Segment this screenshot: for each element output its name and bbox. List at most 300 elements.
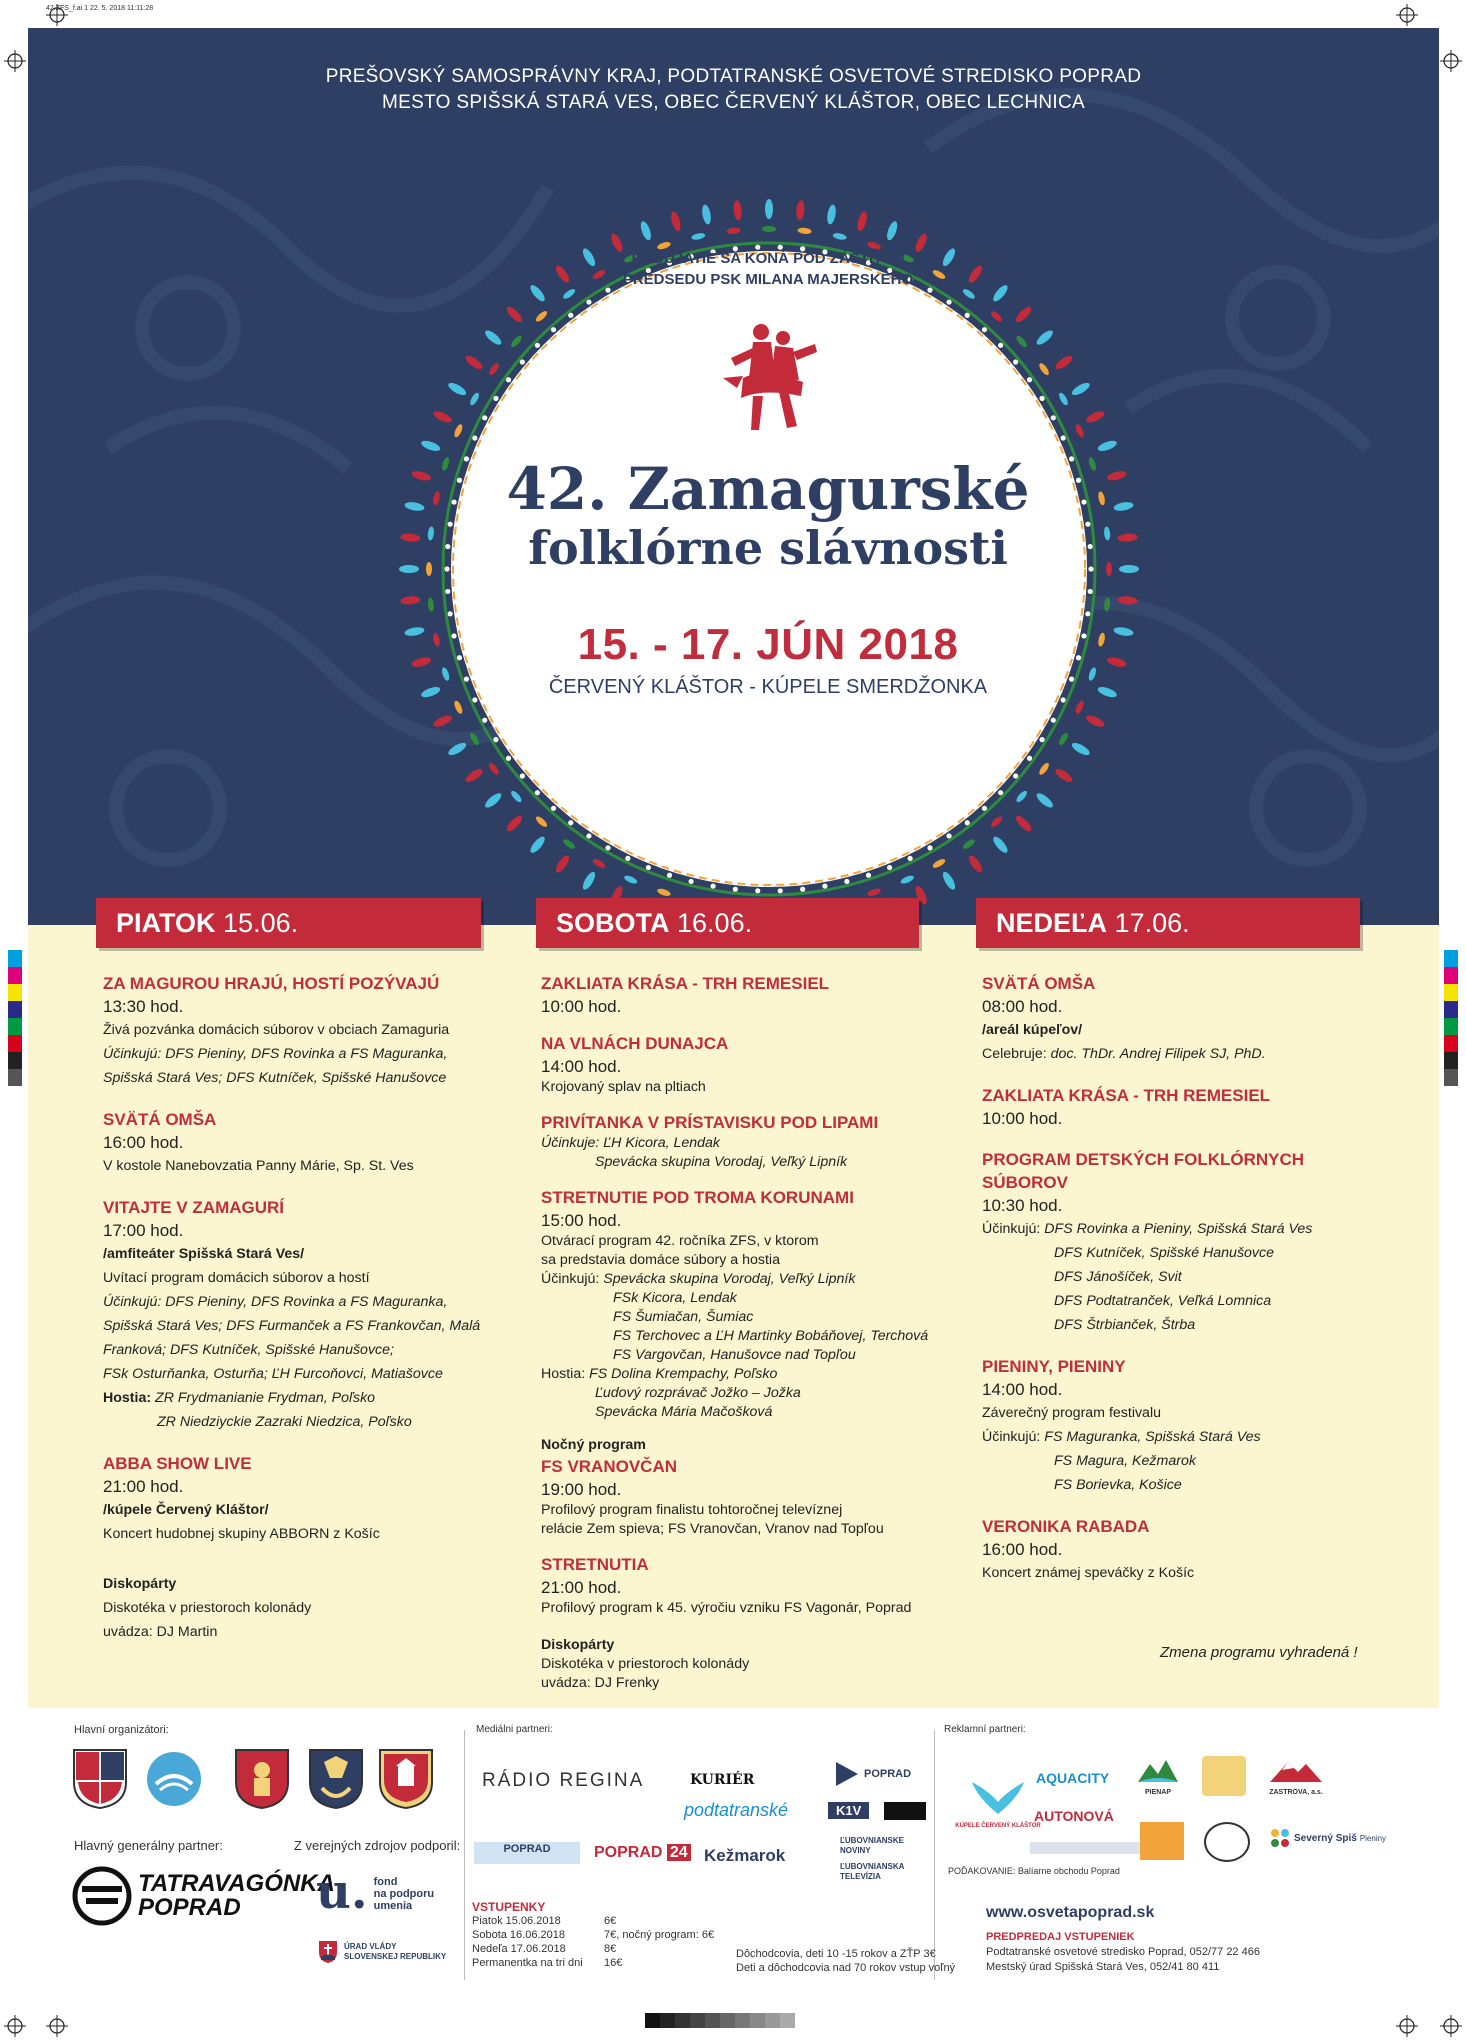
climbing-logo-icon <box>1202 1756 1246 1796</box>
festival-badge <box>458 248 1078 699</box>
event-title: ZA MAGUROU HRAJÚ, HOSTÍ POZÝVAJÚ <box>103 974 440 993</box>
organizers-line-1: PREŠOVSKÝ SAMOSPRÁVNY KRAJ, PODTATRANSKÉ OSVETOVÉ STREDISKO POPRAD <box>325 66 1142 87</box>
registration-mark-icon <box>4 50 26 72</box>
day-date: 17.06. <box>1114 908 1190 938</box>
color-bar-right <box>1444 950 1458 1086</box>
ornament-leaf <box>468 731 480 746</box>
day-name: PIATOK <box>116 908 216 938</box>
event <box>541 1436 901 1539</box>
lubovnianska-televizia-logo <box>840 1862 904 1882</box>
ornament-leaf <box>1106 562 1112 576</box>
event <box>982 972 1342 1066</box>
zastrova-logo <box>1268 1756 1324 1796</box>
ornament-dot <box>451 499 456 504</box>
ornament-leaf <box>1074 700 1085 715</box>
ornament-petal <box>411 469 432 482</box>
kezmarok-logo: Kežmarok <box>704 1846 786 1865</box>
ornament-dot <box>448 522 453 527</box>
day-name: NEDEĽA <box>996 908 1108 938</box>
ornament-petal <box>400 596 421 606</box>
severny-spis-name: Severný Spiš <box>1294 1832 1357 1844</box>
discount-line: Dôchodcovia, deti 10 -15 rokov a ZŤP 3€ <box>736 1948 936 1960</box>
ornament-leaf <box>427 526 434 541</box>
event-time: 10:00 hod. <box>982 1109 1063 1128</box>
ornament-petal <box>432 409 454 425</box>
event-text: Spevácka Mária Mačošková <box>595 1404 773 1420</box>
ornament-petal <box>1053 766 1074 784</box>
ornament-leaf <box>726 227 741 234</box>
ornament-petal <box>404 501 425 512</box>
pienap-mountain-icon <box>1136 1756 1180 1784</box>
event-title: NA VLNÁCH DUNAJCA <box>541 1034 729 1053</box>
ornament-leaf <box>797 227 812 234</box>
ornament-leaf <box>509 789 523 803</box>
ornament-dot <box>1081 499 1086 504</box>
ornament-dot <box>755 888 760 893</box>
ornament-leaf <box>1015 789 1029 803</box>
event-text: DFS Podtatranček, Veľká Lomnica <box>1054 1293 1272 1309</box>
ornament-dot <box>866 873 871 878</box>
event-title: Diskopárty <box>103 1576 177 1592</box>
presale-block <box>986 1930 1260 1975</box>
tickets-title: VSTUPENKY <box>472 1900 546 1914</box>
ornament-petal <box>1106 656 1127 669</box>
ornament-leaf <box>931 857 946 869</box>
ornament-petal <box>1117 533 1138 543</box>
event <box>982 1355 1342 1497</box>
performers-label: Účinkujú: <box>541 1271 604 1287</box>
event-text: Ľudový rozprávač Jožko – Jožka <box>595 1385 801 1401</box>
celebrant-name: doc. ThDr. Andrej Filipek SJ, PhD. <box>1050 1046 1266 1062</box>
event <box>103 1452 463 1546</box>
lubovnianske-line: ĽUBOVNIANSKE <box>840 1836 905 1845</box>
day-date: 16.06. <box>677 908 753 938</box>
ornament-petal <box>669 211 682 232</box>
guests-text: ZR Frydmanianie Frydman, Poľsko <box>151 1390 376 1406</box>
kupele-logo <box>950 1778 1046 1829</box>
event-text: Koncert hudobnej skupiny ABBORN z Košíc <box>103 1526 380 1542</box>
ornament-petal <box>1119 565 1139 573</box>
ornament-leaf <box>591 857 606 869</box>
ticket-day: Sobota 16.06.2018 <box>472 1929 565 1941</box>
event-text: uvádza: DJ Martin <box>103 1624 218 1640</box>
event <box>103 1572 463 1644</box>
event-text: Účinkujú: DFS Pieniny, DFS Rovinka a FS Maguranka, <box>103 1046 448 1062</box>
ornament-petal <box>639 220 653 242</box>
ornament-petal <box>1117 596 1138 606</box>
ornament-petal <box>1113 501 1134 512</box>
poprad-city-name: POPRAD <box>503 1843 551 1855</box>
event-text: Účinkuje: ĽH Kicora, Lendak <box>541 1135 721 1151</box>
ornament-dot <box>646 865 651 870</box>
event-text: relácie Zem spieva; FS Vranovčan, Vranov nad Topľou <box>541 1521 884 1537</box>
ornament-petal <box>447 741 468 758</box>
ornament-dot <box>444 566 449 571</box>
ornament-dot <box>844 879 849 884</box>
ornament-leaf <box>1103 597 1110 612</box>
event-text: DFS Štrbianček, Štrba <box>1054 1317 1196 1333</box>
celebrant-label: Celebruje: <box>982 1046 1051 1062</box>
event <box>541 1553 912 1618</box>
ticket-price: 8€ <box>604 1943 617 1955</box>
event-text <box>541 1365 901 1384</box>
ornament-dot <box>1088 566 1093 571</box>
lubovnianska-line: ĽUBOVNIANSKA <box>840 1862 905 1871</box>
ornament-petal <box>464 766 485 784</box>
kurier-logo: KURIÉR <box>690 1772 755 1788</box>
patronage-line-2: PREDSEDU PSK MILANA MAJERSKÉHO <box>622 271 914 288</box>
ornament-petal <box>941 870 958 891</box>
ornament-leaf <box>453 700 464 715</box>
tatravagonka-logo <box>72 1866 335 1926</box>
event-time: 17:00 hod. <box>103 1221 184 1240</box>
radio-regina-logo: RÁDIO REGINA <box>482 1770 645 1791</box>
ornament-dot <box>887 865 892 870</box>
event-time: 15:00 hod. <box>541 1211 622 1230</box>
ticket-price: 7€, nočný program: 6€ <box>604 1929 715 1941</box>
event-title: SVÄTÁ OMŠA <box>103 1110 217 1129</box>
ornament-leaf <box>1087 666 1097 681</box>
ornament-petal <box>796 200 806 221</box>
ornament-petal <box>826 204 837 225</box>
event-time: 14:00 hod. <box>982 1380 1063 1399</box>
presale-line: Podtatranské osvetové stredisko Poprad, 052/77 22 466 <box>986 1946 1260 1958</box>
ornament-petal <box>1035 791 1055 810</box>
event-text: V kostole Nanebovzatia Panny Márie, Sp. St. Ves <box>103 1158 414 1174</box>
ornament-dot <box>448 611 453 616</box>
general-partner-label: Hlavný generálny partner: <box>74 1838 223 1853</box>
ornament-petal <box>1106 469 1127 482</box>
event-text: DFS Jánošíček, Svit <box>1054 1269 1182 1285</box>
program-change-note: Zmena programu vyhradená ! <box>1160 1644 1358 1661</box>
event-title: Diskopárty <box>541 1637 615 1653</box>
ornament-leaf <box>1057 731 1069 746</box>
ornament-dot <box>733 887 738 892</box>
event-title: STRETNUTIE POD TROMA KORUNAMI <box>541 1188 854 1207</box>
poprad24-logo <box>594 1844 691 1862</box>
print-slug: 42.ZFS_f.ai 1 22. 5. 2018 11:11:28 <box>46 5 154 12</box>
ornament-petal <box>885 220 899 242</box>
tatravagonka-emblem-icon <box>72 1866 132 1926</box>
ornament-dot <box>1085 611 1090 616</box>
ornament-petal <box>581 870 598 891</box>
event-text: Účinkujú: DFS Pieniny, DFS Rovinka a FS Maguranka, <box>103 1294 448 1310</box>
ornament-petal <box>400 533 421 543</box>
registration-mark-icon <box>1396 4 1418 26</box>
ad-partners-label: Reklamní partneri: <box>944 1724 1026 1735</box>
play-triangle-icon <box>832 1760 860 1788</box>
ornament-petal <box>420 439 442 453</box>
performers-label: Účinkujú: <box>982 1429 1045 1445</box>
ornament-petal <box>1113 626 1134 637</box>
event <box>541 972 901 1018</box>
event-time: 21:00 hod. <box>541 1578 622 1597</box>
ornament-leaf <box>832 232 847 241</box>
ornament-leaf <box>441 666 451 681</box>
registration-mark-icon <box>46 4 68 26</box>
ornament-dot <box>451 633 456 638</box>
pienap-name: PIENAP <box>1144 1789 1172 1796</box>
autonova-logo: AUTONOVÁ <box>1034 1808 1114 1824</box>
fpu-letter-icon: u. <box>316 1864 368 1920</box>
lubovnianska-line: TELEVÍZIA <box>840 1872 881 1881</box>
ornament-dot <box>445 544 450 549</box>
discounts-block <box>736 1947 955 1975</box>
media-partners-label: Mediálni partneri: <box>476 1724 553 1735</box>
event-text: Otvárací program 42. ročníka ZFS, v ktorom <box>541 1233 819 1249</box>
event-text: FS Vargovčan, Hanušovce nad Topľou <box>613 1347 856 1363</box>
event <box>103 1108 463 1178</box>
zastrova-mountain-icon <box>1268 1756 1324 1784</box>
ornament-dot <box>927 845 932 850</box>
podtatranske-noviny-logo: podtatranské <box>684 1800 789 1820</box>
ticket-row <box>472 1914 714 1928</box>
ornament-dot <box>689 879 694 884</box>
fond-line: fond <box>373 1876 398 1888</box>
ornament-petal <box>1070 741 1091 758</box>
ornament-petal <box>1097 439 1119 453</box>
event-text: ZR Niedziyckie Zazraki Niedzica, Poľsko <box>157 1414 412 1430</box>
performers-text: DFS Rovinka a Pieniny, Spišská Stará Ves <box>1044 1221 1313 1237</box>
performers-text: FS Maguranka, Spišská Stará Ves <box>1044 1429 1261 1445</box>
ornament-leaf <box>432 491 441 506</box>
event-pretitle: Nočný program <box>541 1437 646 1453</box>
ticket-day: Permanentka na tri dni <box>472 1957 583 1969</box>
saturday-column <box>541 972 929 1711</box>
event-text: uvádza: DJ Frenky <box>541 1675 660 1691</box>
dancers-icon <box>713 318 823 438</box>
ornament-dot <box>1088 589 1093 594</box>
event-text <box>103 1386 463 1410</box>
event-text <box>982 1425 1342 1449</box>
ticket-row <box>472 1928 714 1942</box>
day-tab-saturday <box>536 898 919 948</box>
ornament-petal <box>701 204 712 225</box>
ornament-dot <box>1051 718 1056 723</box>
day-tab-friday <box>96 898 481 948</box>
urad-line: SLOVENSKEJ REPUBLIKY <box>344 1952 447 1961</box>
event-text <box>541 1270 901 1289</box>
event-text: FSk Kicora, Lendak <box>613 1290 737 1306</box>
event-venue: /amfiteáter Spišská Stará Ves/ <box>103 1246 305 1262</box>
event-text: Spišská Stará Ves; DFS Kutníček, Spišské Hanušovce <box>103 1070 447 1086</box>
phoenix-bird-icon <box>968 1778 1028 1818</box>
ornament-dot <box>822 884 827 889</box>
festival-subtitle: folklórne slávnosti <box>528 521 1008 575</box>
ornament-dot <box>1088 544 1093 549</box>
event-title: ZAKLIATA KRÁSA - TRH REMESIEL <box>541 974 830 993</box>
ornament-dot <box>605 845 610 850</box>
ornament-dot <box>1085 522 1090 527</box>
event-title: PRIVÍTANKA V PRÍSTAVISKU POD LIPAMI <box>541 1113 879 1132</box>
event-text: Živá pozvánka domácich súborov v obciach Zamaguria <box>103 1022 450 1038</box>
event-time: 21:00 hod. <box>103 1477 184 1496</box>
event-text <box>982 1217 1342 1241</box>
patronage-line-1: PODUJATIE SA KONÁ POD ZÁŠTITOU <box>631 250 905 267</box>
fond-line: umenia <box>373 1900 413 1912</box>
lechnica-crest-icon <box>378 1748 434 1810</box>
performers-label: Účinkujú: <box>982 1221 1045 1237</box>
lubovnianske-noviny-logo <box>840 1836 904 1856</box>
ornament-leaf <box>656 887 671 897</box>
event-text: Profilový program k 45. výročiu vzniku FS Vagonár, Poprad <box>541 1600 912 1616</box>
ornament-petal <box>856 211 869 232</box>
event-text: sa predstavia domáce súbory a hostia <box>541 1252 780 1268</box>
day-tab-sunday <box>976 898 1360 948</box>
event-text: FS Borievka, Košice <box>1054 1477 1182 1493</box>
round-badge-logo-icon <box>1204 1822 1250 1862</box>
ornament-petal <box>505 814 525 834</box>
ornament-petal <box>1014 814 1034 834</box>
guests-label: Hostia: <box>103 1390 152 1406</box>
ornament-petal <box>1085 409 1107 425</box>
ornament-petal <box>1097 685 1119 699</box>
event-text: DFS Kutníček, Spišské Hanušovce <box>1054 1245 1275 1261</box>
ornament-petal <box>404 626 425 637</box>
event-text: Profilový program finalistu tohtoročnej televíznej <box>541 1502 843 1518</box>
psk-crest-icon <box>72 1748 128 1810</box>
event-title: VITAJTE V ZAMAGURÍ <box>103 1198 285 1217</box>
ornament-petal <box>966 853 984 874</box>
organizers-line-2: MESTO SPIŠSKÁ STARÁ VES, OBEC ČERVENÝ KLÁŠTOR, OBEC LECHNICA <box>382 92 1085 113</box>
ticket-row <box>472 1942 714 1956</box>
poprad24-name: POPRAD <box>594 1844 663 1861</box>
event-text: FS Šumiačan, Šumiac <box>613 1309 754 1325</box>
friday-column <box>103 972 481 1662</box>
ornament-leaf <box>432 632 441 647</box>
ornament-dot <box>800 887 805 892</box>
registration-mark-icon <box>46 2015 68 2037</box>
ornament-petal <box>528 835 547 855</box>
event-title: ZAKLIATA KRÁSA - TRH REMESIEL <box>982 1086 1271 1105</box>
event-text: Uvítací program domácich súborov a hostí <box>103 1270 370 1286</box>
poprad-city-logo <box>474 1842 580 1864</box>
presale-line: Mestský úrad Spišská Stará Ves, 052/41 80 411 <box>986 1961 1220 1973</box>
thanks-note: POĎAKOVANIE: Balíarne obchodu Poprad <box>948 1866 1120 1876</box>
fond-line: na podporu <box>373 1888 435 1900</box>
festival-dates: 15. - 17. JÚN 2018 <box>577 620 959 669</box>
cultural-centre-logo-icon <box>1140 1822 1184 1860</box>
ornament-petal <box>420 685 442 699</box>
ornament-leaf <box>989 815 1003 829</box>
ticket-day: Nedeľa 17.06.2018 <box>472 1943 566 1955</box>
pos-poprad-logo-icon <box>146 1748 202 1810</box>
ornament-dot <box>908 856 913 861</box>
kupele-name: KÚPELE ČERVENÝ KLÁŠTOR <box>955 1823 1041 1829</box>
ornament-leaf <box>562 838 577 851</box>
event-title: SVÄTÁ OMŠA <box>982 974 1096 993</box>
event-time: 14:00 hod. <box>541 1057 622 1076</box>
greyscale-bar <box>645 2013 795 2028</box>
ornament-leaf <box>1103 526 1110 541</box>
registration-mark-icon <box>4 2015 26 2037</box>
event <box>982 1084 1342 1130</box>
ornament-petal <box>1085 713 1107 729</box>
ornament-leaf <box>762 226 776 232</box>
ornament-leaf <box>427 597 434 612</box>
event-venue: /kúpele Červený Kláštor/ <box>103 1502 269 1518</box>
ktv-logo: K1V <box>828 1802 869 1819</box>
event-time: 16:00 hod. <box>103 1133 184 1152</box>
event-time: 16:00 hod. <box>982 1540 1063 1559</box>
festival-title: 42. Zamagurské <box>506 455 1030 523</box>
event-text: Spišská Stará Ves; DFS Furmanček a FS Frankovčan, Malá <box>103 1318 481 1334</box>
registration-mark-icon <box>1440 2015 1462 2037</box>
color-bar-left <box>8 950 22 1086</box>
event-text: Koncert známej speváčky z Košíc <box>982 1565 1195 1581</box>
ornament-dot <box>778 888 783 893</box>
day-name: SOBOTA <box>556 908 670 938</box>
ornament-leaf <box>866 887 881 897</box>
cerveny-klastor-crest-icon <box>308 1748 364 1810</box>
registration-mark-icon <box>1396 2015 1418 2037</box>
event-title: PIENINY, PIENINY <box>982 1357 1126 1376</box>
ornament-dot <box>625 856 630 861</box>
ornament-petal <box>399 565 419 573</box>
slovak-crest-icon <box>318 1940 338 1964</box>
tickets-block <box>472 1900 714 1970</box>
event-title: FS VRANOVČAN <box>541 1457 678 1476</box>
severny-spis-sub: Pieniny <box>1359 1833 1387 1843</box>
ornament-petal <box>432 713 454 729</box>
ornament-leaf <box>1038 761 1051 776</box>
event-time: 08:00 hod. <box>982 997 1063 1016</box>
event-title: VERONIKA RABADA <box>982 1517 1150 1536</box>
website-link[interactable]: www.osvetapoprad.sk <box>986 1904 1155 1921</box>
event-text <box>982 1042 1342 1066</box>
guests-text: FS Dolina Krempachy, Poľsko <box>589 1366 778 1382</box>
event-text: FSk Osturňanka, Osturňa; ĽH Furcoňovci, Matiašovce <box>103 1366 443 1382</box>
main-organizers-label: Hlavní organizátori: <box>74 1724 169 1736</box>
ornament-dot <box>710 884 715 889</box>
ornament-leaf <box>441 456 451 471</box>
registration-mark-icon <box>1440 50 1462 72</box>
ornament-dot <box>667 873 672 878</box>
sunday-column <box>982 972 1342 1603</box>
ornament-petal <box>554 853 572 874</box>
event-title: STRETNUTIA <box>541 1555 649 1574</box>
footer-divider <box>934 1730 935 1980</box>
ornament-leaf <box>534 815 548 829</box>
festival-venue: ČERVENÝ KLÁŠTOR - KÚPELE SMERDŽONKA <box>548 676 988 698</box>
event-text: FS Terchovec a ĽH Martinky Bobáňovej, Terchová <box>613 1328 929 1344</box>
event-text: Spevácka skupina Vorodaj, Veľký Lipník <box>595 1154 848 1170</box>
event-text: Diskotéka v priestoroch kolonády <box>541 1656 750 1672</box>
presale-title: PREDPREDAJ VSTUPENIEK <box>986 1931 1135 1943</box>
event <box>541 1111 901 1172</box>
ornament-petal <box>765 199 773 219</box>
event-text: FS Magura, Kežmarok <box>1054 1453 1196 1469</box>
event-title: ABBA SHOW LIVE <box>103 1454 252 1473</box>
spisska-stara-ves-crest-icon <box>234 1748 290 1810</box>
event <box>541 1032 901 1097</box>
poprad24-badge-icon: 24 <box>667 1844 691 1861</box>
event <box>541 1636 901 1693</box>
ornament-leaf <box>900 874 915 885</box>
ornament-dot <box>445 589 450 594</box>
ornament-leaf <box>691 232 706 241</box>
car-brands-icon <box>1030 1842 1140 1854</box>
event <box>982 1148 1342 1337</box>
performers-text: Spevácka skupina Vorodaj, Veľký Lipník <box>603 1271 856 1287</box>
urad-line: ÚRAD VLÁDY <box>344 1942 397 1951</box>
ornament-leaf <box>426 562 432 576</box>
ticket-price: 6€ <box>604 1915 617 1927</box>
event-time: 10:30 hod. <box>982 1196 1063 1215</box>
event-text: Diskotéka v priestoroch kolonády <box>103 1600 312 1616</box>
public-funds-label: Z verejných zdrojov podporil: <box>294 1838 461 1853</box>
ornament-leaf <box>961 838 976 851</box>
